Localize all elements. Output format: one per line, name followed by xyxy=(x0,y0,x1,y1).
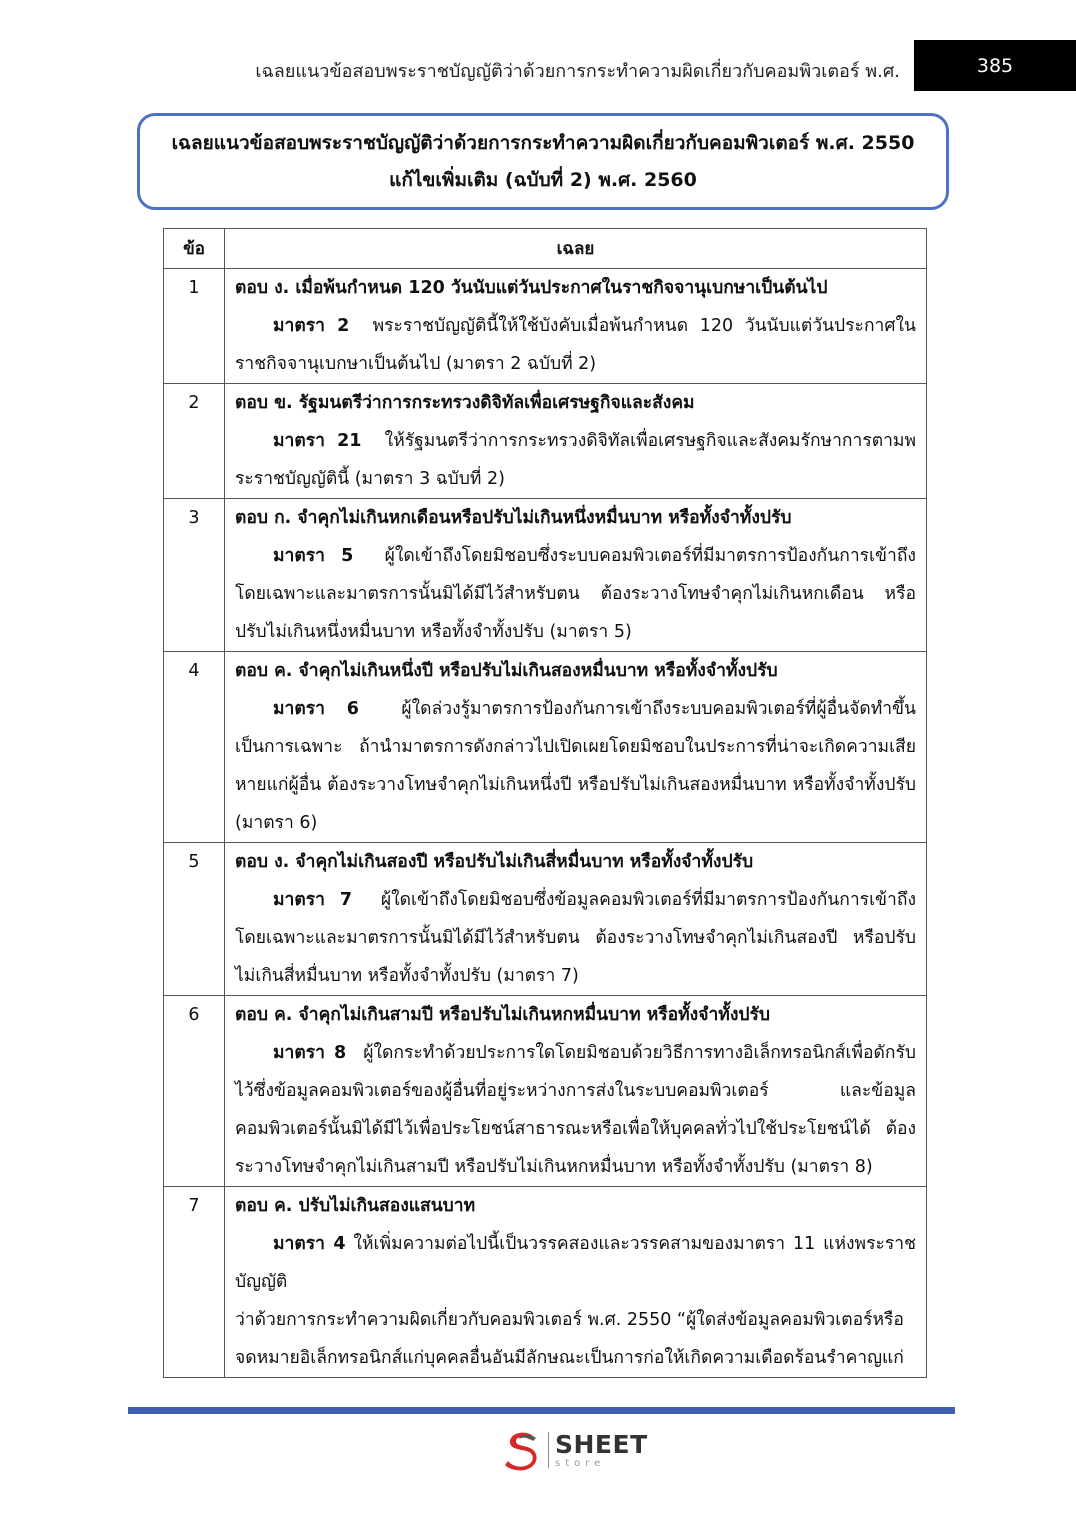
section-label: มาตรา 2 xyxy=(273,316,350,336)
answer-table xyxy=(163,228,927,1378)
page-number: 385 xyxy=(914,40,1076,91)
explanation xyxy=(235,422,916,498)
answer-line: ตอบ ค. จำคุกไม่เกินสามปี หรือปรับไม่เกินหกหมื่นบาท หรือทั้งจำทั้งปรับ xyxy=(235,1005,770,1025)
running-header: เฉลยแนวข้อสอบพระราชบัญญัติว่าด้วยการกระทำความผิดเกี่ยวกับคอมพิวเตอร์ พ.ศ. xyxy=(255,61,900,82)
row-number: 4 xyxy=(164,652,225,843)
table-header-row xyxy=(164,229,927,269)
answer-line: ตอบ ค. ปรับไม่เกินสองแสนบาท xyxy=(235,1196,476,1216)
row-number: 3 xyxy=(164,499,225,652)
explanation xyxy=(235,881,916,995)
answer-cell xyxy=(225,384,927,499)
row-number: 7 xyxy=(164,1187,225,1378)
explanation xyxy=(235,537,916,651)
table-row xyxy=(164,1187,927,1378)
explanation-text: ผู้ใดเข้าถึงโดยมิชอบซึ่งระบบคอมพิวเตอร์ที่มีมาตรการป้องกันการเข้าถึงโดยเฉพาะและมาตรการนั้นมิได้มีไว้สำหรับตน ต้องระวางโทษจำคุกไม่เกินหกเดือน หรือปรับไม่เกินหนึ่งหมื่นบาท หรือทั้งจำทั้งปรับ (มาตรา 5) xyxy=(235,546,916,642)
footer-bar xyxy=(128,1407,955,1414)
explanation xyxy=(235,1225,916,1301)
explanation-text: ให้เพิ่มความต่อไปนี้เป็นวรรคสองและวรรคสามของมาตรา 11 แห่งพระราชบัญญัติ xyxy=(235,1234,916,1292)
row-number: 6 xyxy=(164,996,225,1187)
section-label: มาตรา 21 xyxy=(273,431,362,451)
section-label: มาตรา 5 xyxy=(273,546,354,566)
explanation xyxy=(235,1034,916,1186)
answer-line: ตอบ ง. จำคุกไม่เกินสองปี หรือปรับไม่เกินสี่หมื่นบาท หรือทั้งจำทั้งปรับ xyxy=(235,852,754,872)
row-number: 2 xyxy=(164,384,225,499)
answer-line: ตอบ ข. รัฐมนตรีว่าการกระทรวงดิจิทัลเพื่อเศรษฐกิจและสังคม xyxy=(235,393,695,413)
explanation-text: ผู้ใดกระทำด้วยประการใดโดยมิชอบด้วยวิธีการทางอิเล็กทรอนิกส์เพื่อดักรับไว้ซึ่งข้อมูลคอมพิวเตอร์ของผู้อื่นที่อยู่ระหว่างการส่งในระบบคอมพิวเตอร์ และข้อมูลคอมพิวเตอร์นั้นมิได้มีไว้เพื่อประโยชน์สาธารณะหรือเพื่อให้บุคคลทั่วไปใช้ประโยชน์ได้ ต้องระวางโทษจำคุกไม่เกินสามปี หรือปรับไม่เกินหกหมื่นบาท หรือทั้งจำทั้งปรับ (มาตรา 8) xyxy=(235,1043,916,1177)
answer-line: ตอบ ค. จำคุกไม่เกินหนึ่งปี หรือปรับไม่เกินสองหมื่นบาท หรือทั้งจำทั้งปรับ xyxy=(235,661,778,681)
answer-line: ตอบ ก. จำคุกไม่เกินหกเดือนหรือปรับไม่เกินหนึ่งหมื่นบาท หรือทั้งจำทั้งปรับ xyxy=(235,508,792,528)
sheet-store-logo xyxy=(500,1428,648,1472)
table-row xyxy=(164,499,927,652)
answer-cell xyxy=(225,499,927,652)
title-line-2: แก้ไขเพิ่มเติม (ฉบับที่ 2) พ.ศ. 2560 xyxy=(389,168,697,191)
section-label: มาตรา 4 xyxy=(273,1234,346,1254)
explanation xyxy=(235,690,916,842)
row-number: 5 xyxy=(164,843,225,996)
explanation-text: ให้รัฐมนตรีว่าการกระทรวงดิจิทัลเพื่อเศรษฐกิจและสังคมรักษาการตามพระราชบัญญัตินี้ (มาตรา 3 ฉบับที่ 2) xyxy=(235,431,916,489)
logo-words xyxy=(555,1429,648,1469)
header-no: ข้อ xyxy=(164,229,225,269)
explanation-text: ผู้ใดเข้าถึงโดยมิชอบซึ่งข้อมูลคอมพิวเตอร์ที่มีมาตรการป้องกันการเข้าถึงโดยเฉพาะและมาตรการนั้นมิได้มีไว้สำหรับตน ต้องระวางโทษจำคุกไม่เกินสองปี หรือปรับไม่เกินสี่หมื่นบาท หรือทั้งจำทั้งปรับ (มาตรา 7) xyxy=(235,890,916,986)
title-box xyxy=(137,113,949,210)
header-answer: เฉลย xyxy=(225,229,927,269)
answer-cell xyxy=(225,269,927,384)
sheet-logo-icon xyxy=(500,1428,544,1472)
table-row xyxy=(164,996,927,1187)
answer-cell xyxy=(225,1187,927,1378)
explanation-text: พระราชบัญญัตินี้ให้ใช้บังคับเมื่อพ้นกำหนด 120 วันนับแต่วันประกาศในราชกิจจานุเบกษาเป็นต้นไป (มาตรา 2 ฉบับที่ 2) xyxy=(235,316,916,374)
table-row xyxy=(164,652,927,843)
row-number: 1 xyxy=(164,269,225,384)
explanation-continued: ว่าด้วยการกระทำความผิดเกี่ยวกับคอมพิวเตอร์ พ.ศ. 2550 “ผู้ใดส่งข้อมูลคอมพิวเตอร์หรือจดหมายอิเล็กทรอนิกส์แก่บุคคลอื่นอันมีลักษณะเป็นการก่อให้เกิดความเดือดร้อนรำคาญแก่ xyxy=(235,1310,904,1368)
answer-cell xyxy=(225,652,927,843)
table-row xyxy=(164,843,927,996)
explanation-text: ผู้ใดล่วงรู้มาตรการป้องกันการเข้าถึงระบบคอมพิวเตอร์ที่ผู้อื่นจัดทำขึ้นเป็นการเฉพาะ ถ้านำมาตรการดังกล่าวไปเปิดเผยโดยมิชอบในประการที่น่าจะเกิดความเสียหายแก่ผู้อื่น ต้องระวางโทษจำคุกไม่เกินหนึ่งปี หรือปรับไม่เกินสองหมื่นบาท หรือทั้งจำทั้งปรับ (มาตรา 6) xyxy=(235,699,916,833)
logo-text: SHEET xyxy=(555,1429,648,1459)
title-line-1: เฉลยแนวข้อสอบพระราชบัญญัติว่าด้วยการกระทำความผิดเกี่ยวกับคอมพิวเตอร์ พ.ศ. 2550 xyxy=(171,131,915,154)
explanation xyxy=(235,307,916,383)
answer-cell xyxy=(225,843,927,996)
table-row xyxy=(164,269,927,384)
section-label: มาตรา 7 xyxy=(273,890,353,910)
logo-divider xyxy=(548,1432,549,1468)
table-row xyxy=(164,384,927,499)
answer-line: ตอบ ง. เมื่อพ้นกำหนด 120 วันนับแต่วันประกาศในราชกิจจานุเบกษาเป็นต้นไป xyxy=(235,278,828,298)
answer-cell xyxy=(225,996,927,1187)
section-label: มาตรา 8 xyxy=(273,1043,347,1063)
section-label: มาตรา 6 xyxy=(273,699,359,719)
logo-subtext: store xyxy=(555,1457,606,1469)
